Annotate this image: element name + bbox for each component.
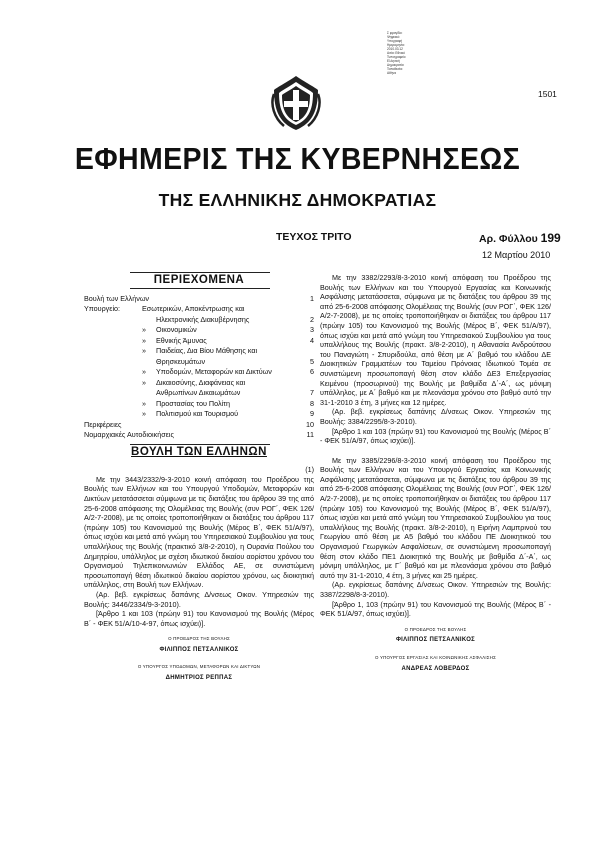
stamp-line: Δημοκρατία <box>387 63 404 67</box>
toc-text: Εσωτερικών, Αποκέντρωσης και <box>142 304 245 314</box>
budget-note: (Αρ. εγκρίσεως δαπάνης Δ/νσεως Οικον. Υπηρεσιών της Βουλής: 3387/2298/8-3-2010). <box>320 580 551 599</box>
gazette-subtitle: ΤΗΣ ΕΛΛΗΝΙΚΗΣ ΔΗΜΟΚΡΑΤΙΑΣ <box>158 190 437 210</box>
budget-note: (Αρ. βεβ. εγκρίσεως δαπάνης Δ/νσεως Οικον. Υπηρεσιών της Βουλής: 3446/2334/9-3-2010). <box>84 589 314 609</box>
toc-text: Εθνικής Άμυνας <box>156 335 207 345</box>
toc-page: 4 <box>310 335 314 345</box>
sheet-number-label: Αρ. Φύλλου <box>479 233 538 245</box>
page-number: 1501 <box>538 89 557 99</box>
toc-page: 8 <box>310 398 314 408</box>
legal-reference: [Άρθρο 1, 103 (πρώην 91) του Κανονισμού της Βουλής (Μέρος Β΄ - ΦΕΚ 51/Α/97, όπως ισχύει)]. <box>320 599 551 619</box>
toc-page: 10 <box>306 419 314 429</box>
signatory-name: ΦΙΛΙΠΠΟΣ ΠΕΤΣΑΛΝΙΚΟΣ <box>395 637 476 644</box>
toc-text: Ανθρωπίνων Δικαιωμάτων <box>156 388 241 398</box>
signatory-name: ΑΝΔΡΕΑΣ ΛΟΒΕΡΔΟΣ <box>401 665 470 672</box>
toc-category: Υπουργείο: <box>84 304 121 314</box>
signatory-role: Ο ΠΡΟΕΔΡΟΣ ΤΗΣ ΒΟΥΛΗΣ <box>168 636 230 642</box>
toc-ditto: » <box>142 377 146 387</box>
decision-paragraph: Με την 3443/2332/9-3-2010 κοινή απόφαση του Προέδρου της Βουλής των Ελλήνων και του Υπουργού Υποδομών, Μεταφορών και Δικτύων μετατάσσεται σύμφωνα με τις διατάξεις του άρθρου 39 της από 25-6-2008 απόφασης της Ολομέλειας της Βουλής (συν ΡΟΓ΄, ΦΕΚ 126/Α/2-7-2008), με τις οποίες τροποποιήθηκαν οι διατάξεις του άρθρου 117 (πρώην 105) του Κανονισμού της Βουλής (Μέρος Β΄, ΦΕΚ 51/Α/97), όπως ισχύει και μετά από γνώμη του Υπηρεσιακού Συμβουλίου για τους υπαλλήλους της Βουλής (πρακτικό 3/8-2-2010), η Ουρανία Πούλου του Δημητρίου, υπάλληλος με σχέση ιδιωτικού δικαίου αορίστου χρόνου του Οργανισμού Τηλεπικοινωνιών Ελλάδος ΑΕ, σε συνιστώμενη προσωποπαγή θέση ιδιωτικού δικαίου αορίστου χρόνου, ως διοικητική υπάλληλος, στη Βουλή των Ελλήνων. <box>84 474 314 590</box>
toc-ditto: » <box>142 335 146 345</box>
toc-ditto: » <box>142 367 146 377</box>
digital-signature-stamp <box>387 31 449 75</box>
signatory-role: Ο ΠΡΟΕΔΡΟΣ ΤΗΣ ΒΟΥΛΗΣ <box>404 626 467 632</box>
signatory-name: ΦΙΛΙΠΠΟΣ ΠΕΤΣΑΛΝΙΚΟΣ <box>159 646 239 653</box>
stamp-line: Ελληνική <box>387 59 400 63</box>
toc-ditto: » <box>142 409 146 419</box>
table-of-contents <box>84 294 314 442</box>
stamp-line: Σ φραγίδα: <box>387 31 403 35</box>
toc-page: 9 <box>310 409 314 419</box>
toc-text: Δικαιοσύνης, Διαφάνειας και <box>156 377 246 387</box>
stamp-line: Ψηφιακό <box>387 35 400 39</box>
issue-date: 12 Μαρτίου 2010 <box>482 250 551 260</box>
legal-reference: [Άρθρο 1 και 103 (πρώην 91) του Κανονισμού της Βουλής (Μέρος Β΄ - ΦΕΚ 51/Α/97, όπως ισχύει)]. <box>320 426 551 446</box>
toc-ditto: » <box>142 398 146 408</box>
stamp-line: 2010.03.12 <box>387 47 403 51</box>
stamp-line: Αιτία: Εθνικό <box>387 51 405 55</box>
toc-text: Πολιτισμού και Τουρισμού <box>156 409 239 419</box>
toc-page: 1 <box>310 293 314 303</box>
gazette-title: ΕΦΗΜΕΡΙΣ ΤΗΣ ΚΥΒΕΡΝΗΣΕΩΣ <box>74 141 521 176</box>
toc-page: 7 <box>310 388 314 398</box>
signatory-role: Ο ΥΠΟΥΡΓΟΣ ΕΡΓΑΣΙΑΣ ΚΑΙ ΚΟΙΝΩΝΙΚΗΣ ΑΣΦΑΛΙΣΗΣ <box>374 654 496 660</box>
stamp-line: Υπογραφή <box>387 39 403 43</box>
sheet-number-value: 199 <box>540 231 561 245</box>
greek-emblem-icon <box>270 74 322 132</box>
toc-page: 5 <box>310 356 314 366</box>
budget-note: (Αρ. βεβ. εγκρίσεως δαπάνης Δ/νσεως Οικον. Υπηρεσιών της Βουλής: 3384/2295/8-3-2010). <box>320 407 551 426</box>
stamp-line: Τυπογραφείο <box>387 55 406 59</box>
toc-category: Περιφέρειες <box>84 419 122 429</box>
right-column <box>320 273 551 674</box>
toc-text: Προστασίας του Πολίτη <box>156 398 230 408</box>
stamp-line: Τοποθεσία: <box>387 67 403 71</box>
issue-type: ΤΕΥΧΟΣ ΤΡΙΤΟ <box>276 231 352 243</box>
toc-text: Παιδείας, Δια Βίου Μάθησης και <box>156 346 258 356</box>
toc-page: 6 <box>310 367 314 377</box>
toc-ditto: » <box>142 325 146 335</box>
toc-text: Οικονομικών <box>156 325 197 335</box>
toc-ditto: » <box>142 346 146 356</box>
signatory-role: Ο ΥΠΟΥΡΓΟΣ ΥΠΟΔΟΜΩΝ, ΜΕΤΑΦΟΡΩΝ ΚΑΙ ΔΙΚΤΥΩΝ <box>137 664 261 670</box>
stamp-line: Ημερομηνία: <box>387 43 405 47</box>
stamp-line: Αθήνα <box>387 71 397 75</box>
legal-reference: [Άρθρο 1 και 103 (πρώην 91) του Κανονισμού της Βουλής (Μέρος Β΄ - ΦΕΚ 51/Α/10-4-97, όπως ισχύει)]. <box>84 609 314 628</box>
toc-category: Νομαρχιακές Αυτοδιοικήσεις <box>84 430 174 440</box>
toc-page: 3 <box>310 325 314 335</box>
section-heading: ΒΟΥΛΗ ΤΩΝ ΕΛΛΗΝΩΝ <box>131 445 267 458</box>
toc-category: Βουλή των Ελλήνων <box>84 293 150 303</box>
toc-page: 11 <box>306 430 314 440</box>
toc-text: Ηλεκτρονικής Διακυβέρνησης <box>156 314 250 324</box>
toc-text: Υποδομών, Μεταφορών και Δικτύων <box>156 367 272 377</box>
divider <box>130 444 270 445</box>
left-column <box>84 272 314 684</box>
item-number: (1) <box>305 465 314 475</box>
signatory-name: ΔΗΜΗΤΡΙΟΣ ΡΕΠΠΑΣ <box>165 675 233 682</box>
sheet-number <box>479 231 561 245</box>
toc-text: Θρησκευμάτων <box>156 356 206 366</box>
toc-page: 2 <box>310 314 314 324</box>
decision-paragraph: Με την 3382/2293/8-3-2010 κοινή απόφαση του Προέδρου της Βουλής των Ελλήνων και του Υπουργού Εργασίας και Κοινωνικής Ασφάλισης μετατάσσεται, σύμφωνα με τις διατάξεις του άρθρου 39 της από 25-6-2008 απόφασης Ολομέλειας της Βουλής (συν ΡΟΓ΄, ΦΕΚ 126/Α/2-7-2008), με τις οποίες τροποποιήθηκαν οι διατάξεις του άρθρου 117 (πρώην 105) του Κανονισμού της Βουλής (Μέρος Β΄, ΦΕΚ 51/Α/97), όπως ισχύει και μετά από γνώμη του Υπηρεσιακού Συμβουλίου για τους υπαλλήλους της Βουλής (πρακτ. 3/8-2-2010), η Αθανασία Ανδρούτσου του Παναγιώτη - Σπυριδούλα, από θέση με Α΄ βαθμό του κλάδου ΔΕ Διοικητικών Γραμματέων του Ταμείου Πρόνοιας Ιδιωτικού Τομέα σε συνιστώμενη προσωποπαγή θέση στον κλάδο ΔΕ3 Επεξεργασίας Κειμένου (προσωρινού) της Βουλής με βαθμίδα Δ΄-Α΄, ως μόνιμη υπάλληλος, με Α΄ βαθμό και με πλεονάσμα χρόνου στο βαθμό αυτό την 31-1-2010 3 έτη, 3 μήνες και 12 ημέρες. <box>320 273 551 407</box>
decision-paragraph: Με την 3385/2296/8-3-2010 κοινή απόφαση του Προέδρου της Βουλής των Ελλήνων και του Υπουργού Εργασίας και Κοινωνικής Ασφάλισης μετατάσσεται, σύμφωνα με τις διατάξεις του άρθρου 39 της από 25-6-2008 απόφασης Ολομέλειας της Βουλής (συν ΡΟΓ΄, ΦΕΚ 126/Α/2-7-2008), με τις οποίες τροποποιήθηκαν οι διατάξεις του άρθρου 117 (πρώην 105) του Κανονισμού της Βουλής (Μέρος Β΄, ΦΕΚ 51/Α/97), όπως ισχύει και μετά από γνώμη του Υπηρεσιακού Συμβουλίου για τους υπαλλήλους της Βουλής (πρακτ. 3/8-2-2010), η Ειρήνη Λαμπρινού του Γεωργίου από θέση με Α5 βαθμό του κλάδου ΠΕ Διοικητικού του Οργανισμού Γεωργικών Ασφαλίσεων, σε συνιστώμενη προσωποπαγή θέση στον κλάδο ΠΕ1 Διοικητικό της Βουλής με βαθμίδα Δ΄-Α΄, ως μόνιμη υπάλληλος, με Γ΄ βαθμό και με πλεονάσμα χρόνου στο βαθμό αυτό την 31-1-2010, 4 έτη, 3 μήνες και 25 ημέρες. <box>320 455 551 580</box>
divider <box>130 272 270 273</box>
toc-heading: ΠΕΡΙΕΧΟΜΕΝΑ <box>153 274 245 286</box>
divider <box>130 288 270 289</box>
